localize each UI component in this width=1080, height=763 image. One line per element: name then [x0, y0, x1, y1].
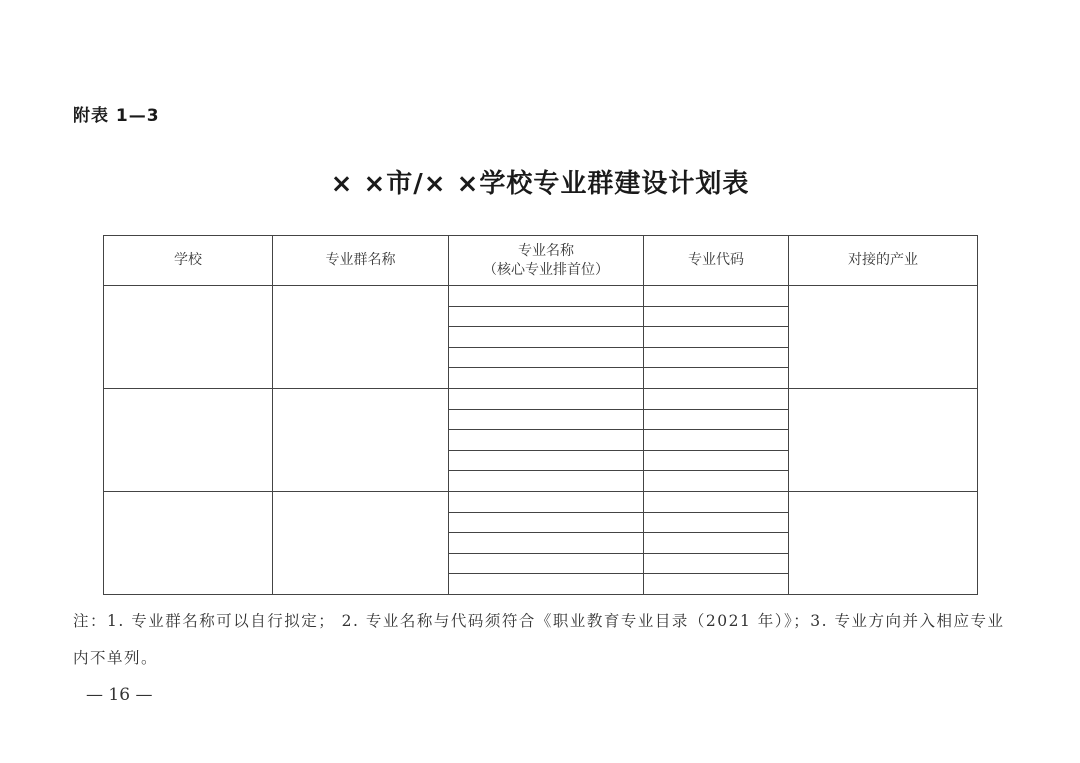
school-cell: [104, 388, 273, 491]
industry-cell: [789, 388, 978, 491]
header-industry: 对接的产业: [789, 236, 978, 286]
header-school: 学校: [104, 236, 273, 286]
major-code-cell: [644, 533, 789, 554]
major-name-cell: [449, 347, 644, 368]
major-code-cell: [644, 491, 789, 512]
major-code-cell: [644, 471, 789, 492]
major-name-cell: [449, 574, 644, 595]
major-name-cell: [449, 491, 644, 512]
major-code-cell: [644, 574, 789, 595]
table-header-row: [104, 236, 978, 286]
table-row: [104, 286, 978, 307]
major-name-cell: [449, 388, 644, 409]
major-code-cell: [644, 306, 789, 327]
major-name-cell: [449, 450, 644, 471]
major-code-cell: [644, 286, 789, 307]
group-name-cell: [273, 491, 449, 594]
major-code-cell: [644, 430, 789, 451]
header-major-name: [449, 236, 644, 286]
major-code-cell: [644, 409, 789, 430]
major-code-cell: [644, 512, 789, 533]
table-notes: 注：1. 专业群名称可以自行拟定； 2. 专业名称与代码须符合《职业教育专业目录（2021 年）》；3. 专业方向并入相应专业内不单列。: [73, 612, 1005, 667]
school-cell: [104, 286, 273, 389]
industry-cell: [789, 286, 978, 389]
major-name-cell: [449, 368, 644, 389]
major-name-cell: [449, 430, 644, 451]
page-number: — 16 —: [86, 685, 153, 705]
major-name-cell: [449, 512, 644, 533]
document-title: × ×市/× ×学校专业群建设计划表: [330, 169, 750, 199]
major-code-cell: [644, 327, 789, 348]
major-name-cell: [449, 327, 644, 348]
appendix-label: 附表 1—3: [73, 106, 160, 126]
major-name-cell: [449, 286, 644, 307]
major-code-cell: [644, 450, 789, 471]
major-name-cell: [449, 409, 644, 430]
table-row: [104, 491, 978, 512]
major-code-cell: [644, 388, 789, 409]
header-group-name: 专业群名称: [273, 236, 449, 286]
major-code-cell: [644, 347, 789, 368]
major-code-cell: [644, 553, 789, 574]
major-name-cell: [449, 533, 644, 554]
construction-plan-table: [103, 235, 978, 595]
major-name-cell: [449, 471, 644, 492]
industry-cell: [789, 491, 978, 594]
group-name-cell: [273, 286, 449, 389]
table-row: [104, 388, 978, 409]
group-name-cell: [273, 388, 449, 491]
header-major-name-line1: 专业名称: [518, 242, 574, 259]
school-cell: [104, 491, 273, 594]
header-major-code: 专业代码: [644, 236, 789, 286]
major-code-cell: [644, 368, 789, 389]
header-major-name-line2: （核心专业排首位）: [483, 261, 609, 278]
major-name-cell: [449, 306, 644, 327]
major-name-cell: [449, 553, 644, 574]
